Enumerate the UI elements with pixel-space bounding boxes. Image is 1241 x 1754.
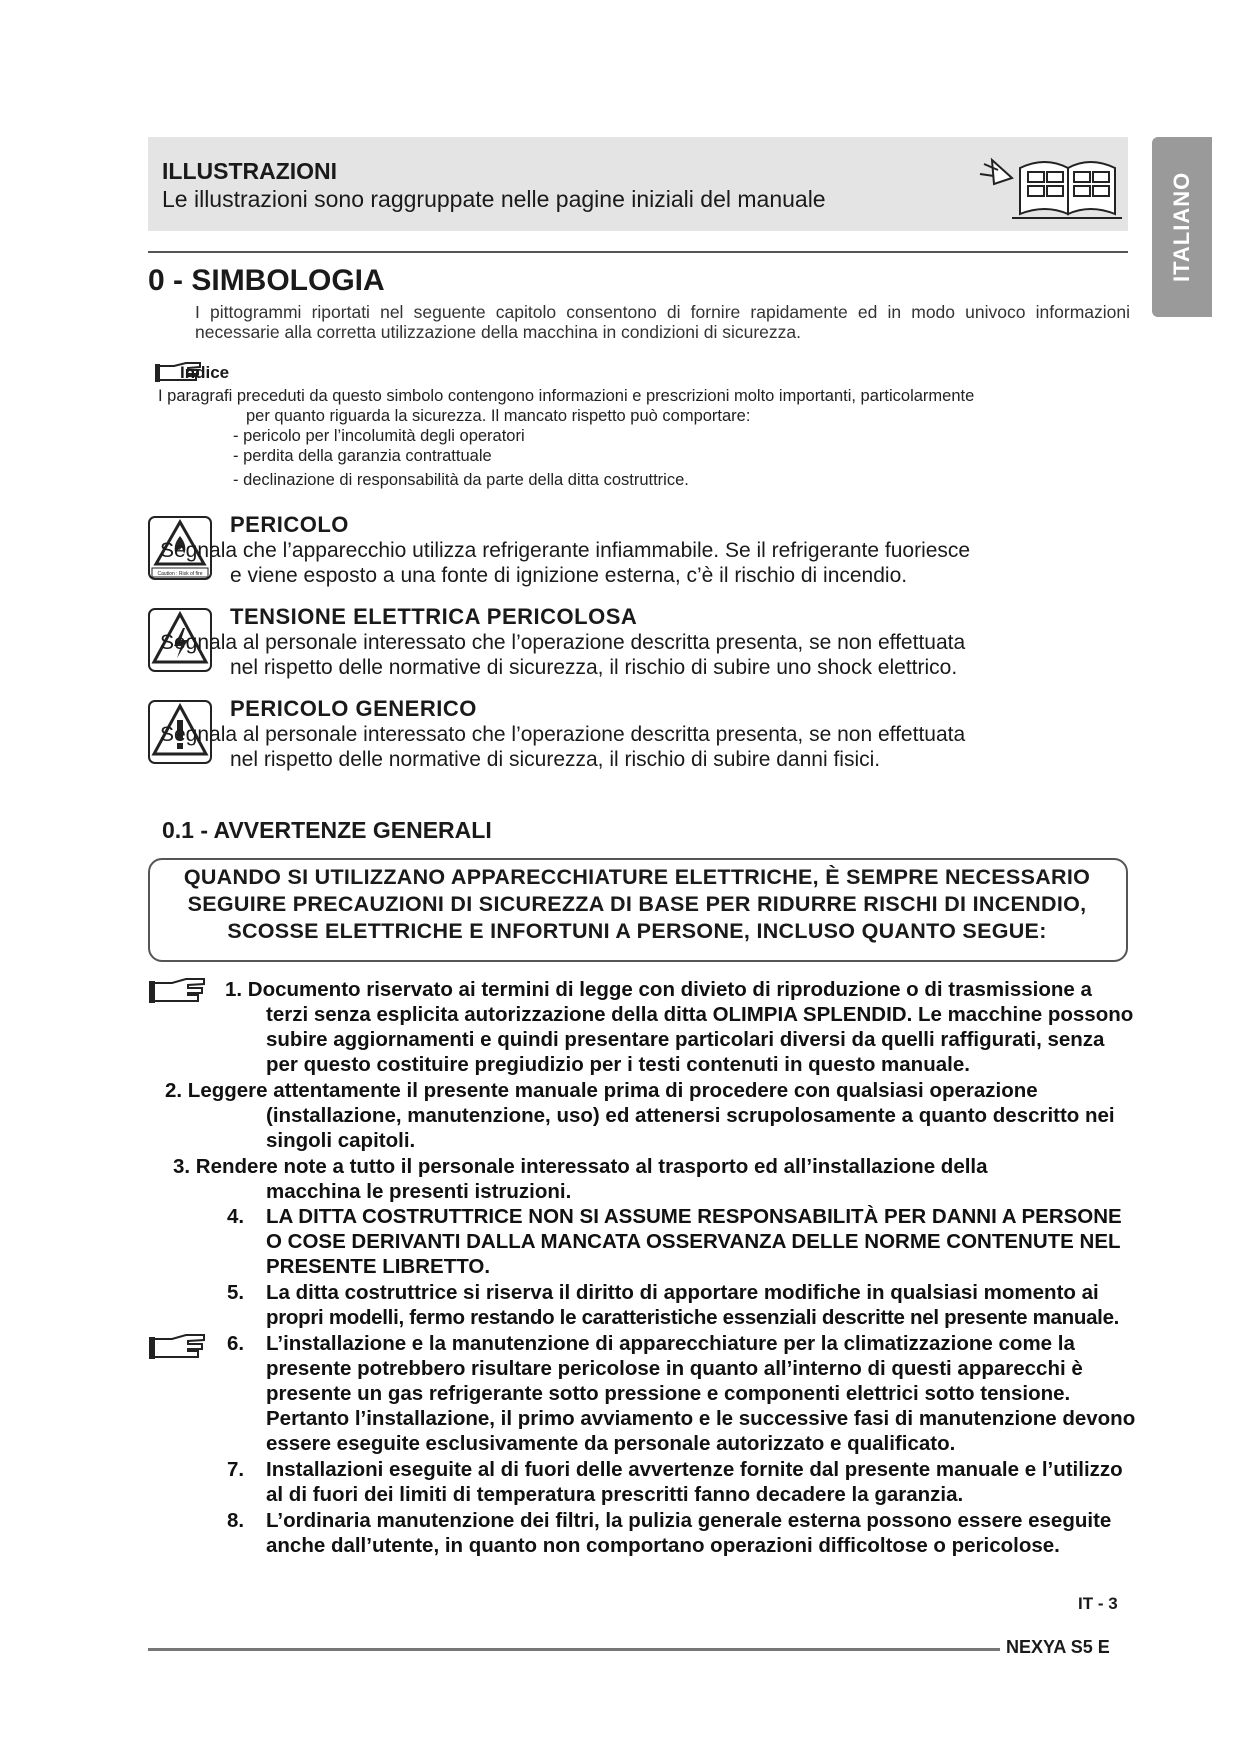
index-list-item: - pericolo per l’incolumità degli operatori [233,427,525,445]
list-item-cont: per questo costituire pregiudizio per i testi contenuti in questo manuale. [266,1053,970,1076]
banner-title: ILLUSTRAZIONI [162,158,338,184]
warning-line: nel rispetto delle normative di sicurezza, il rischio di subire uno shock elettrico. [230,656,958,679]
list-item-cont: singoli capitoli. [266,1129,416,1152]
page-number: IT - 3 [1078,1594,1118,1613]
list-item: 3. Rendere note a tutto il personale interessato al trasporto ed all’installazione della [173,1155,988,1178]
list-item: L’ordinaria manutenzione dei filtri, la pulizia generale esterna possono essere eseguite [266,1509,1112,1532]
index-line: per quanto riguarda la sicurezza. Il mancato rispetto può comportare: [246,407,751,425]
list-item-cont: macchina le presenti istruzioni. [266,1180,572,1203]
list-item-cont: Pertanto l’installazione, il primo avviamento e le successive fasi di manutenzione devono [266,1407,1136,1430]
list-item: L’installazione e la manutenzione di apparecchiature per la climatizzazione come la [266,1332,1075,1355]
section-heading-simbologia: 0 - SIMBOLOGIA [148,264,385,297]
list-item-cont: PRESENTE LIBRETTO. [266,1255,491,1278]
notice-line: SEGUIRE PRECAUZIONI DI SICUREZZA DI BASE PER RIDURRE RISCHI DI INCENDIO, [187,892,1087,916]
footer-rule [148,1648,1000,1651]
warning-title: PERICOLO [230,512,349,537]
section-heading-avvertenze: 0.1 - AVVERTENZE GENERALI [162,817,492,843]
notice-line: SCOSSE ELETTRICHE E INFORTUNI A PERSONE, INCLUSO QUANTO SEGUE: [227,919,1047,943]
list-item-cont: anche dall’utente, in quanto non comportano operazioni difficoltose o pericolose. [266,1534,1060,1557]
list-item-cont: al di fuori dei limiti di temperatura prescritti fanno decadere la garanzia. [266,1483,964,1506]
list-item: 2. Leggere attentamente il presente manuale prima di procedere con qualsiasi operazione [165,1079,1038,1102]
section-intro: I pittogrammi riportati nel seguente capitolo consentono di fornire rapidamente ed in modo univoco informazioni necessarie alla corretta utilizzazione della macchina in condizioni di sicurezza. [195,302,1130,342]
model-name: NEXYA S5 E [1006,1637,1110,1657]
list-item-cont: presente potrebbero risultare pericolose in quanto all’interno di questi apparecchi è [266,1357,1083,1380]
warning-line: Segnala al personale interessato che l’operazione descritta presenta, se non effettuata [160,723,966,746]
list-number: 7. [227,1458,245,1481]
warning-title: PERICOLO GENERICO [230,696,477,721]
list-item-cont: propri modelli, fermo restando le caratteristiche essenziali descritte nel presente manuale. [266,1306,1120,1329]
list-item-cont: essere eseguite esclusivamente da personale autorizzato e qualificato. [266,1432,956,1455]
warning-title: TENSIONE ELETTRICA PERICOLOSA [230,604,638,629]
list-item: La ditta costruttrice si riserva il diritto di apportare modifiche in qualsiasi momento ai [266,1281,1099,1304]
index-list-item: - declinazione di responsabilità da parte della ditta costruttrice. [233,471,689,489]
list-item-cont: (installazione, manutenzione, uso) ed attenersi scrupolosamente a quanto descritto nei [266,1104,1115,1127]
list-item-cont: O COSE DERIVANTI DALLA MANCATA OSSERVANZA DELLE NORME CONTENUTE NEL [266,1230,1121,1253]
list-number: 5. [227,1281,245,1304]
banner-subtitle: Le illustrazioni sono raggruppate nelle pagine iniziali del manuale [162,186,826,212]
index-title: Indice [180,363,230,382]
notice-line: QUANDO SI UTILIZZANO APPARECCHIATURE ELETTRICHE, È SEMPRE NECESSARIO [183,865,1091,889]
list-item: Installazioni eseguite al di fuori delle avvertenze fornite dal presente manuale e l’utilizzo [266,1458,1123,1481]
list-number: 8. [227,1509,245,1532]
index-list-item: - perdita della garanzia contrattuale [233,447,492,465]
icon-caption: Caution : Risk of fire [157,571,203,577]
warning-line: nel rispetto delle normative di sicurezza, il rischio di subire danni fisici. [230,748,881,771]
index-line: I paragrafi preceduti da questo simbolo contengono informazioni e prescrizioni molto importanti, particolarmente [158,387,975,405]
list-number: 6. [227,1332,245,1355]
warning-line: Segnala che l’apparecchio utilizza refrigerante infiammabile. Se il refrigerante fuoriesce [160,539,971,562]
list-item-cont: presente un gas refrigerante sotto pressione e componenti elettrici sotto tensione. [266,1382,1071,1405]
list-item: 1. Documento riservato ai termini di legge con divieto di riproduzione o di trasmissione a [225,978,1092,1001]
warning-line: Segnala al personale interessato che l’operazione descritta presenta, se non effettuata [160,631,966,654]
warning-line: e viene esposto a una fonte di ignizione esterna, c’è il rischio di incendio. [230,564,908,587]
list-item-cont: subire aggiornamenti e quindi presentare particolari diversi da quelli raffigurati, senza [266,1028,1105,1051]
list-item-cont: terzi senza esplicita autorizzazione della ditta OLIMPIA SPLENDID. Le macchine possono [266,1003,1134,1026]
language-tab-label: ITALIANO [1169,171,1194,283]
list-item: LA DITTA COSTRUTTRICE NON SI ASSUME RESPONSABILITÀ PER DANNI A PERSONE [266,1205,1122,1228]
list-number: 4. [227,1205,245,1228]
